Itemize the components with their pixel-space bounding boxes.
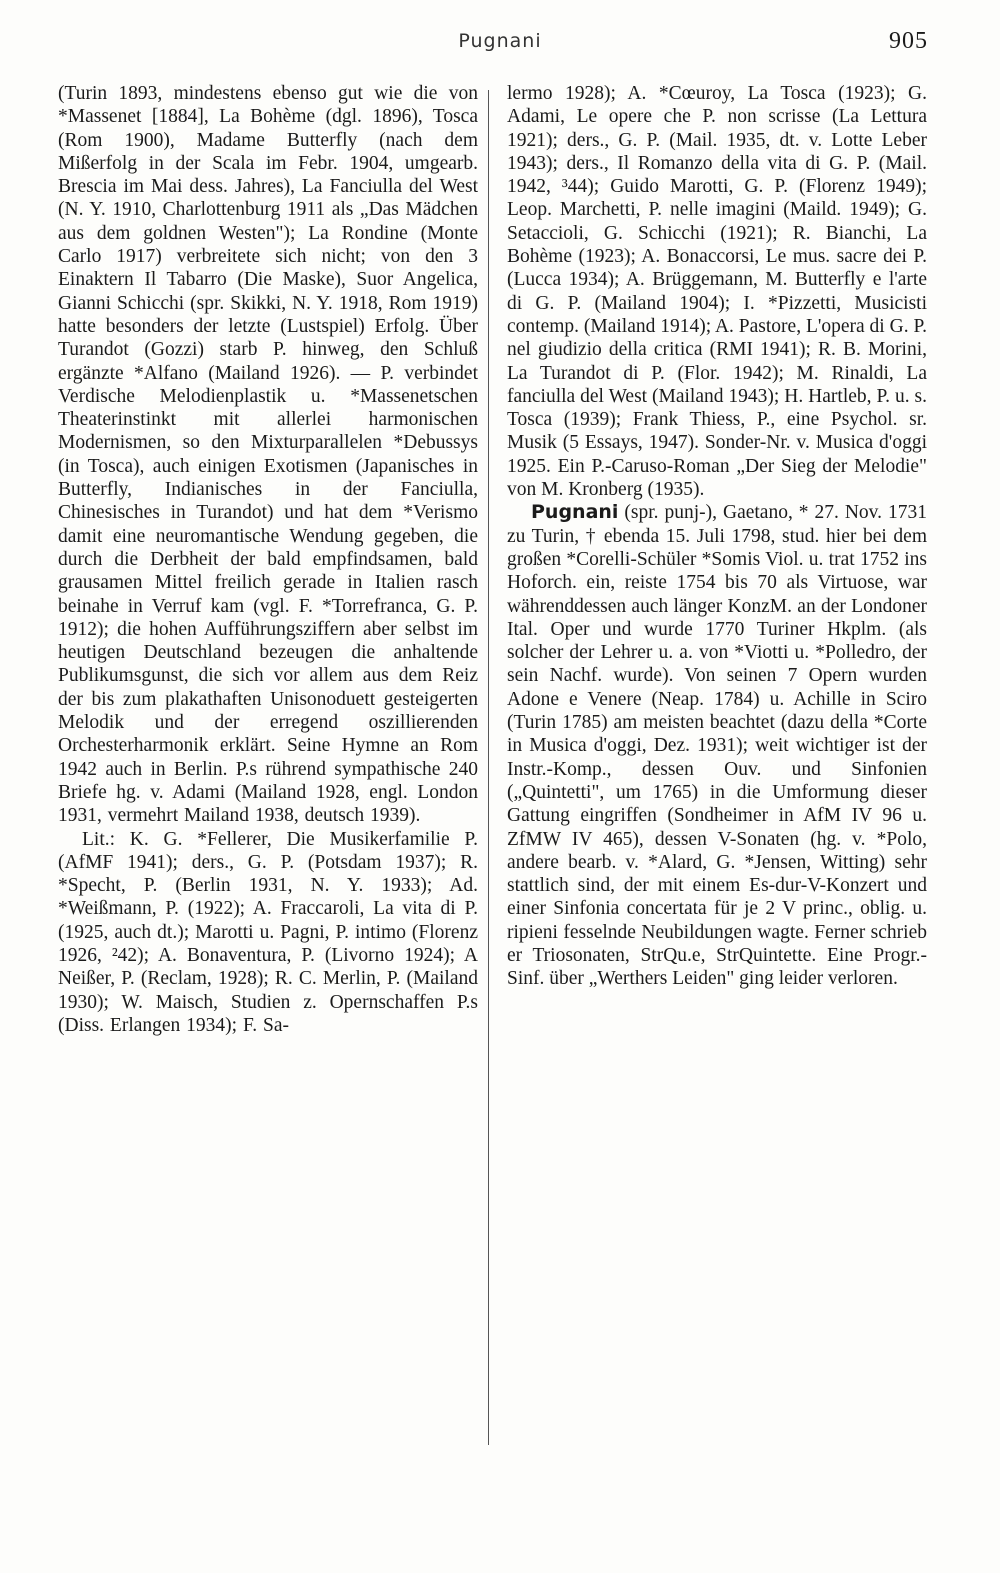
right-column xyxy=(507,82,927,991)
pugnani-entry xyxy=(507,501,927,990)
puccini-entry-continuation: (Turin 1893, mindestens ebenso gut wie die von *Massenet [1884], La Bohème (dgl. 1896), Tosca (Rom 1900), Madame Butterfly (nach dem Mißerfolg in der Scala im Febr. 1904, umgearb. Brescia im Mai dess. Jahres), La Fanciulla del West (N. Y. 1910, Charlottenburg 1911 als „Das Mädchen aus dem goldnen Westen"); La Rondine (Monte Carlo 1917) verbreitete sich nicht; von den 3 Einaktern Il Tabarro (Die Maske), Suor Angelica, Gianni Schicchi (spr. Skikki, N. Y. 1918, Rom 1919) hatte besonders der letzte (Lustspiel) Erfolg. Über Turandot (Gozzi) starb P. hinweg, den Schluß ergänzte *Alfano (Mailand 1926). — P. verbindet Verdische Melodienplastik u. *Massenetschen Theaterinstinkt mit allerlei harmonischen Modernismen, so den Mixturparallelen *Debussys (in Tosca), auch einigen Exotismen (Japanisches in Butterfly, Indianisches in der Fanciulla, Chinesisches in Turandot) und hat dem *Verismo damit eine neuromantische Wendung gegeben, die durch die Derbheit der bald empfindsamen, bald grausamen Mittel freilich gerade in Italien rasch beinahe in Verruf kam (vgl. F. *Torrefranca, G. P. 1912); die hohen Aufführungsziffern aber selbst im heutigen Deutschland bezeugen die anhaltende Publikumsgunst, die sich vor allem aus dem Reiz der bis zum plakathaften Unisonoduett gesteigerten Melodik und der erregend oszillierenden Orchesterharmonik erklärt. Seine Hymne an Rom 1942 auch in Berlin. P.s rührend sympathische 240 Briefe hg. v. Adami (Mailand 1928, engl. London 1931, vermehrt Mailand 1938, deutsch 1939). xyxy=(58,83,478,827)
column-divider xyxy=(488,90,489,1445)
literature-continuation: lermo 1928); A. *Cœuroy, La Tosca (1923); G. Adami, Le opere che P. non scrisse (La Lettura 1921); ders., G. P. (Mail. 1935, dt. v. Lotte Leber 1943); ders., Il Romanzo della vita di G. P. (Mail. 1942, ³44); Guido Marotti, G. P. (Florenz 1949); Leop. Marchetti, P. nelle imagini (Maild. 1949); G. Setaccioli, G. Schicchi (1921); R. Bianchi, La Bohème (1923); A. Bonaccorsi, Le mus. sacre dei P. (Lucca 1934); A. Brüggemann, M. Butterfly e l'arte di G. P. (Mailand 1904); I. *Pizzetti, Musicisti contemp. (Mailand 1914); A. Pastore, L'opera di G. P. nel giudizio della critica (RMI 1941); R. B. Morini, La Turandot di P. (Flor. 1942); M. Rinaldi, La fanciulla del West (Mailand 1943); H. Hartleb, P. u. s. Tosca (1939); Frank Thiess, P., eine Psychol. sr. Musik (5 Essays, 1947). Sonder-Nr. v. Musica d'oggi 1925. Ein P.-Caruso-Roman „Der Sieg der Melodie" von M. Kronberg (1935). xyxy=(507,83,927,501)
literature-paragraph: Lit.: K. G. *Fellerer, Die Musikerfamilie P. (AfMF 1941); ders., G. P. (Potsdam 1937); R. *Specht, P. (Berlin 1931, N. Y. 1933); Ad. *Weißmann, P. (1922); A. Fraccaroli, La vita di P. (1925, auch dt.); Marotti u. Pagni, P. intimo (Florenz 1926, ²42); A. Bonaventura, P. (Livorno 1924); A Neißer, P. (Reclam, 1928); R. C. Merlin, P. (Mailand 1930); W. Maisch, Studien z. Opernschaffen P.s (Diss. Erlangen 1934); F. Sa- xyxy=(58,828,478,1036)
entry-text: (spr. punj-), Gaetano, * 27. Nov. 1731 zu Turin, † ebenda 15. Juli 1798, stud. hier bei dem großen *Corelli-Schüler *Somis Viol. u. trat 1752 ins Hoforch. ein, reiste 1754 bis 70 als Virtuose, war währenddessen auch länger KonzM. an der Londoner Ital. Oper und wurde 1770 Turiner Hkplm. (als solcher der Lehrer u. a. von *Viotti u. *Polledro, der sein Nachf. wurde). Von seinen 7 Opern wurden Adone e Venere (Neap. 1784) u. Achille in Sciro (Turin 1785) am meisten beachtet (dazu della *Corte in Musica d'oggi, Dez. 1931); weit wichtiger ist der Instr.-Komp., dessen Ouv. und Sinfonien („Quintetti", um 1765) in die Umformung dieser Gattung eingriffen (Sondheimer in AfM IV 96 u. ZfMW IV 465), dessen V-Sonaten (hg. v. *Polo, andere bearb. v. *Alard, G. *Jensen, Witting) sehr stattlich sind, der mit einem Es-dur-V-Konzert und einer Sinfonia concertata für je 2 V princ., oblig. u. ripieni fesselnde Neubildungen wagte. Ferner schrieb er Triosonaten, StrQu.e, StrQuintette. Eine Progr.-Sinf. über „Werthers Leiden" ging leider verloren. xyxy=(507,502,927,990)
entry-lemma: Pugnani xyxy=(531,501,619,524)
page-number: 905 xyxy=(889,28,928,54)
left-column xyxy=(58,82,478,1037)
running-head: Pugnani xyxy=(458,30,542,52)
